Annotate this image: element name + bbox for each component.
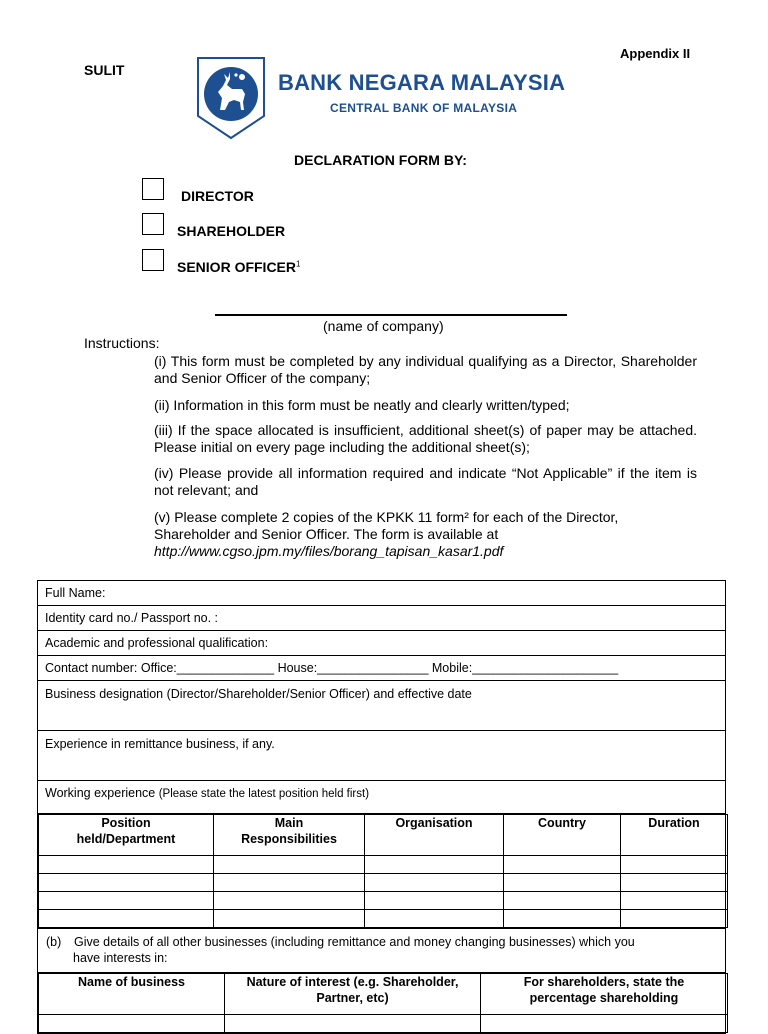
instructions-heading: Instructions: bbox=[84, 335, 160, 351]
table-cell[interactable] bbox=[214, 910, 365, 928]
table-cell[interactable] bbox=[365, 892, 504, 910]
header-line: held/Department bbox=[76, 832, 176, 846]
section-b-line2: have interests in: bbox=[73, 951, 168, 965]
working-experience-title: Working experience bbox=[45, 786, 159, 800]
working-experience-note: (Please state the latest position held first) bbox=[158, 788, 370, 800]
table-cell[interactable] bbox=[214, 856, 365, 874]
table-cell[interactable] bbox=[504, 856, 621, 874]
director-checkbox-label: DIRECTOR bbox=[181, 188, 254, 204]
table-cell[interactable] bbox=[214, 892, 365, 910]
header-line: Responsibilities bbox=[241, 832, 337, 846]
contact-field[interactable]: Contact number: Office:______________ House:________________ Mobile:_____________________ bbox=[38, 656, 726, 681]
experience-table bbox=[38, 814, 728, 928]
senior-officer-label-text: SENIOR OFFICER bbox=[177, 259, 297, 275]
instruction-item-text: (v) Please complete 2 copies of the KPKK 11 form² for each of the Director, Shareholder and Senior Officer. The form is available at bbox=[154, 509, 619, 542]
table-cell[interactable] bbox=[621, 892, 728, 910]
table-cell[interactable] bbox=[214, 874, 365, 892]
table-cell[interactable] bbox=[365, 910, 504, 928]
table-cell[interactable] bbox=[621, 874, 728, 892]
instruction-item: (iii) If the space allocated is insufficient, additional sheet(s) of paper may be attached. Please initial on every page including the additional sheet(s); bbox=[154, 422, 697, 455]
company-name-caption: (name of company) bbox=[323, 318, 444, 334]
form-title: DECLARATION FORM BY: bbox=[294, 152, 467, 168]
qualification-field[interactable]: Academic and professional qualification: bbox=[38, 631, 726, 656]
shareholder-checkbox[interactable] bbox=[142, 213, 164, 235]
col-header-shareholding bbox=[481, 974, 728, 1015]
bnm-deer-logo-icon bbox=[196, 56, 266, 140]
designation-field[interactable]: Business designation (Director/Shareholder/Senior Officer) and effective date bbox=[38, 681, 726, 731]
footnote-marker: 1 bbox=[296, 259, 301, 269]
shareholder-checkbox-label: SHAREHOLDER bbox=[177, 223, 286, 239]
col-header-position bbox=[39, 815, 214, 856]
section-b-text bbox=[38, 929, 726, 973]
table-cell[interactable] bbox=[39, 874, 214, 892]
col-header-organisation: Organisation bbox=[365, 815, 504, 856]
header-line: Position bbox=[101, 816, 151, 830]
section-b-line1: Give details of all other businesses (including remittance and money changing businesses) which you bbox=[74, 935, 635, 949]
classification-label: SULIT bbox=[84, 62, 125, 78]
instruction-item: (i) This form must be completed by any individual qualifying as a Director, Shareholder and Senior Officer of the company; bbox=[154, 353, 697, 386]
experience-table-cell bbox=[38, 814, 726, 929]
business-table bbox=[38, 973, 728, 1033]
identity-field[interactable]: Identity card no./ Passport no. : bbox=[38, 606, 726, 631]
table-cell[interactable] bbox=[365, 874, 504, 892]
col-header-nature-of-interest bbox=[225, 974, 481, 1015]
instruction-item: (iv) Please provide all information required and indicate “Not Applicable” if the item is not relevant; and bbox=[154, 465, 697, 498]
col-header-country: Country bbox=[504, 815, 621, 856]
table-cell[interactable] bbox=[39, 856, 214, 874]
table-row bbox=[39, 892, 728, 910]
declaration-table bbox=[37, 580, 726, 1034]
col-header-duration: Duration bbox=[621, 815, 728, 856]
table-cell[interactable] bbox=[621, 856, 728, 874]
header-line: Main bbox=[274, 816, 304, 830]
company-name-line[interactable] bbox=[215, 314, 567, 316]
appendix-label: Appendix II bbox=[620, 46, 691, 61]
working-experience-label bbox=[38, 781, 726, 814]
business-table-cell bbox=[38, 973, 726, 1034]
table-cell[interactable] bbox=[365, 856, 504, 874]
bank-name: BANK NEGARA MALAYSIA bbox=[278, 70, 566, 95]
instruction-item: (ii) Information in this form must be neatly and clearly written/typed; bbox=[154, 397, 570, 413]
full-name-field[interactable]: Full Name: bbox=[38, 581, 726, 606]
senior-officer-checkbox[interactable] bbox=[142, 249, 164, 271]
table-cell[interactable] bbox=[621, 910, 728, 928]
table-cell[interactable] bbox=[39, 910, 214, 928]
table-row bbox=[39, 856, 728, 874]
section-b-label: (b) bbox=[46, 935, 62, 949]
remittance-experience-field[interactable]: Experience in remittance business, if any. bbox=[38, 731, 726, 781]
instruction-item bbox=[154, 509, 697, 560]
col-header-business-name: Name of business bbox=[39, 974, 225, 1015]
kpkk-form-link[interactable]: http://www.cgso.jpm.my/files/borang_tapisan_kasar1.pdf bbox=[154, 543, 504, 559]
director-checkbox[interactable] bbox=[142, 178, 164, 200]
table-row bbox=[39, 874, 728, 892]
table-row bbox=[39, 910, 728, 928]
header-line: Nature of interest (e.g. Shareholder, bbox=[246, 975, 459, 989]
col-header-responsibilities bbox=[214, 815, 365, 856]
table-cell[interactable] bbox=[39, 892, 214, 910]
header-line: percentage shareholding bbox=[529, 991, 679, 1005]
table-cell[interactable] bbox=[504, 910, 621, 928]
bank-subtitle: CENTRAL BANK OF MALAYSIA bbox=[330, 101, 518, 115]
table-cell[interactable] bbox=[504, 874, 621, 892]
table-cell[interactable] bbox=[504, 892, 621, 910]
senior-officer-checkbox-label bbox=[177, 259, 300, 275]
header-line: For shareholders, state the bbox=[523, 975, 685, 989]
header-line: Partner, etc) bbox=[316, 991, 389, 1005]
